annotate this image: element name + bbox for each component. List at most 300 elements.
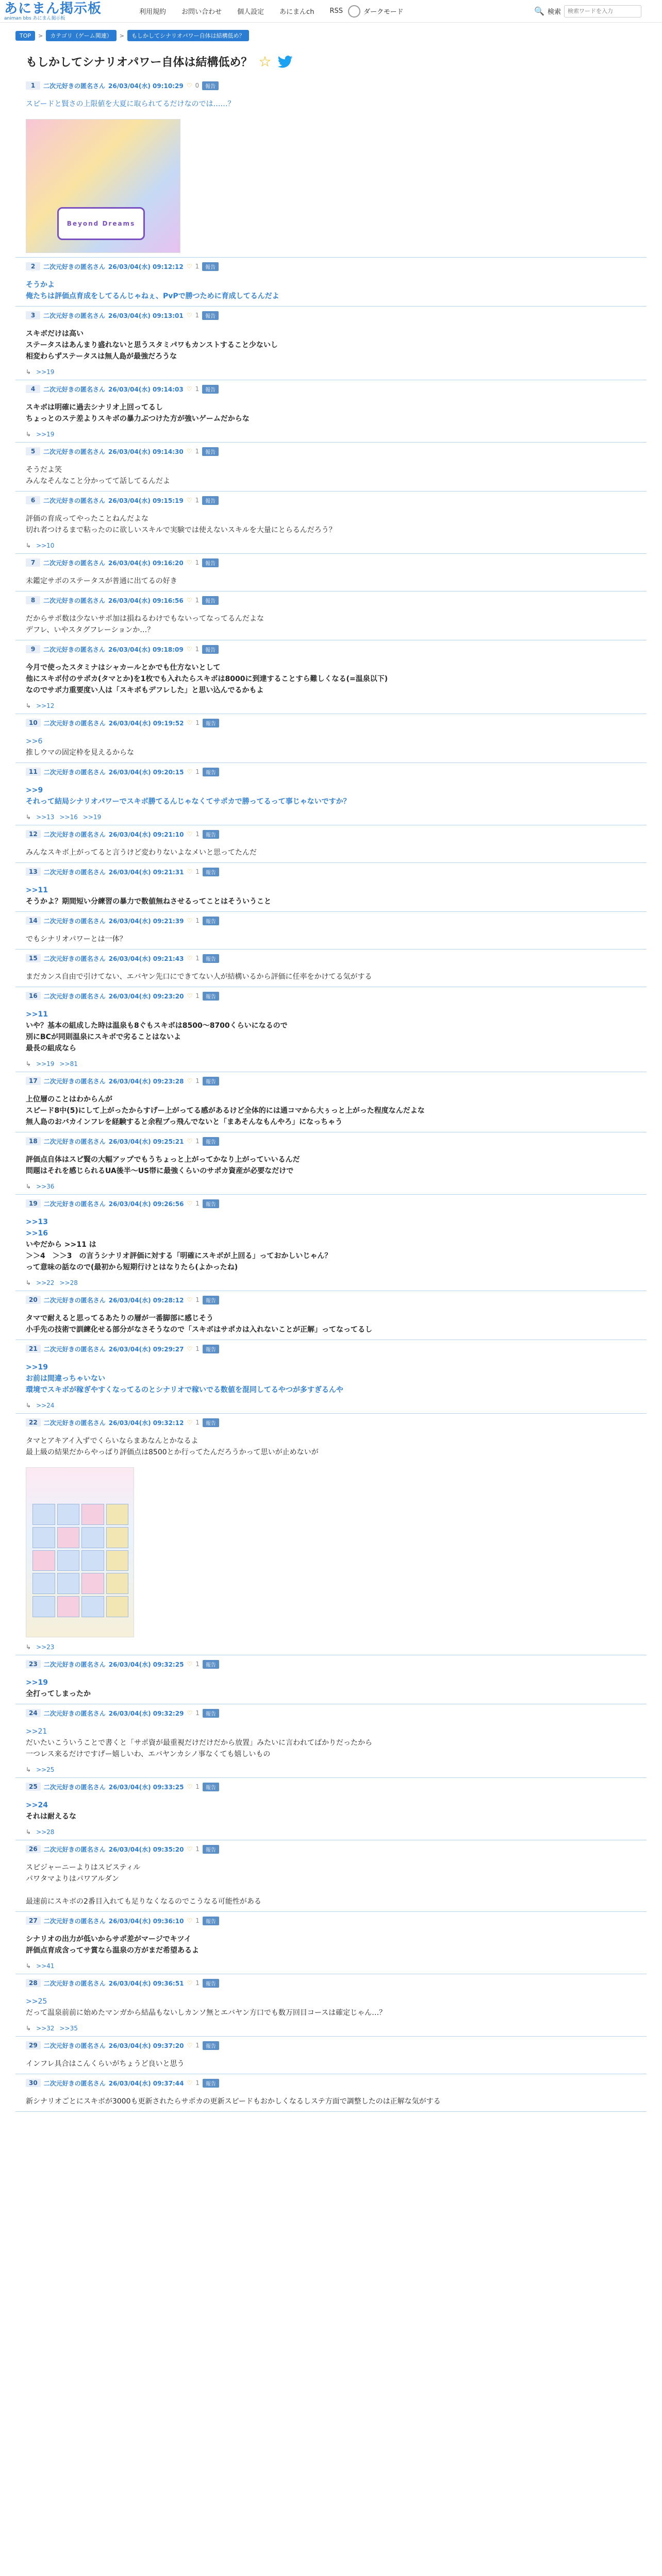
post-text-line: なのでサポ力重要度い人は「スキボもデフレした」と思い込んでるかもよ bbox=[26, 686, 264, 694]
reply-link[interactable]: >>41 bbox=[36, 1962, 55, 1970]
reply-links bbox=[26, 2025, 636, 2032]
poster-name: 二次元好きの匿名さん bbox=[43, 1296, 106, 1304]
post-header bbox=[26, 1844, 636, 1854]
report-button[interactable]: 報告 bbox=[203, 954, 219, 963]
post-item bbox=[15, 1912, 647, 1974]
report-button[interactable]: 報告 bbox=[202, 447, 219, 456]
reply-anchor-link[interactable]: >>24 bbox=[26, 1801, 48, 1809]
post-date: 26/03/04(水) 09:10:29 bbox=[108, 82, 184, 90]
like-icon[interactable]: ♡ bbox=[187, 719, 193, 726]
like-icon[interactable]: ♡ bbox=[187, 955, 193, 962]
post-number[interactable]: 17 bbox=[26, 1077, 41, 1085]
post-date: 26/03/04(水) 09:16:20 bbox=[108, 559, 184, 567]
post-number[interactable]: 20 bbox=[26, 1296, 41, 1304]
report-button[interactable]: 報告 bbox=[203, 1077, 219, 1086]
report-button[interactable]: 報告 bbox=[203, 1783, 219, 1791]
post-date: 26/03/04(水) 09:12:12 bbox=[108, 263, 184, 270]
post-number[interactable]: 26 bbox=[26, 1845, 41, 1853]
like-icon[interactable]: ♡ bbox=[187, 1783, 193, 1790]
post-item bbox=[15, 77, 647, 258]
poster-name: 二次元好きの匿名さん bbox=[43, 1345, 106, 1353]
post-body bbox=[26, 1094, 636, 1128]
reply-link[interactable]: >>19 bbox=[82, 814, 102, 821]
like-icon[interactable]: ♡ bbox=[187, 1200, 193, 1207]
reply-arrow-icon: ↳ bbox=[26, 1962, 31, 1970]
like-icon[interactable]: ♡ bbox=[186, 597, 192, 604]
reply-link[interactable]: >>16 bbox=[59, 814, 78, 821]
post-header bbox=[26, 1076, 636, 1086]
post-header bbox=[26, 2078, 636, 2088]
post-header bbox=[26, 829, 636, 839]
post-body bbox=[26, 736, 636, 758]
image-tile bbox=[106, 1550, 129, 1571]
report-button[interactable]: 報告 bbox=[202, 81, 219, 90]
reply-link[interactable]: >>23 bbox=[36, 1643, 55, 1651]
reply-arrow-icon: ↳ bbox=[26, 1402, 31, 1409]
reply-link[interactable]: >>25 bbox=[36, 1766, 55, 1773]
post-text-line: 新シナリオごとにスキボが3000も更新されたらサポカの更新スピードもおかしくなるしステ方面で調整したのは正解な気がする bbox=[26, 2097, 441, 2106]
poster-name: 二次元好きの匿名さん bbox=[43, 992, 106, 1000]
report-button[interactable]: 報告 bbox=[202, 645, 219, 654]
post-number[interactable]: 6 bbox=[26, 496, 40, 504]
post-text-line: 評価の育成ってやったことねんだよな bbox=[26, 515, 148, 523]
post-text-line: 評価点自体はスピ賢の大幅アップでもうちょっと上がってかなり上がっていいるんだ bbox=[26, 1156, 300, 1164]
post-item bbox=[15, 1655, 647, 1704]
reply-links bbox=[26, 1643, 636, 1651]
post-text-line: お前は間違っちゃいない bbox=[26, 1375, 105, 1383]
poster-name: 二次元好きの匿名さん bbox=[43, 82, 106, 90]
post-number[interactable]: 7 bbox=[26, 558, 40, 567]
like-icon[interactable]: ♡ bbox=[186, 263, 192, 270]
thread-title-row bbox=[15, 54, 647, 70]
post-header bbox=[26, 867, 636, 876]
like-icon[interactable]: ♡ bbox=[187, 1419, 193, 1426]
site-header bbox=[0, 0, 662, 23]
breadcrumb-top[interactable]: TOP bbox=[15, 31, 35, 41]
like-icon[interactable]: ♡ bbox=[186, 385, 192, 393]
nav-rss[interactable]: RSS bbox=[329, 7, 343, 15]
post-item bbox=[15, 1132, 647, 1195]
post-item bbox=[15, 1291, 647, 1340]
report-button[interactable]: 報告 bbox=[202, 311, 219, 320]
reply-anchor-link[interactable]: >>16 bbox=[26, 1229, 48, 1238]
post-date: 26/03/04(水) 09:35:20 bbox=[108, 1845, 184, 1853]
post-number[interactable]: 23 bbox=[26, 1660, 41, 1668]
post-text-line: 全打ってしまったか bbox=[26, 1690, 91, 1698]
post-date: 26/03/04(水) 09:37:20 bbox=[108, 2042, 184, 2049]
post-date: 26/03/04(水) 09:37:44 bbox=[108, 2079, 184, 2087]
report-button[interactable]: 報告 bbox=[202, 385, 219, 394]
report-button[interactable]: 報告 bbox=[202, 558, 219, 567]
post-header bbox=[26, 1978, 636, 1988]
reply-anchor-link[interactable]: >>13 bbox=[26, 1218, 48, 1226]
image-tile bbox=[106, 1596, 129, 1617]
post-body bbox=[26, 1862, 636, 1907]
post-text-line: ちょっとのステ差よりスキボの暴力ぶつけた方が強いゲームだからな bbox=[26, 415, 250, 423]
report-button[interactable]: 報告 bbox=[203, 868, 219, 876]
poster-name: 二次元好きの匿名さん bbox=[43, 2079, 106, 2087]
report-button[interactable]: 報告 bbox=[203, 992, 219, 1001]
post-number[interactable]: 3 bbox=[26, 311, 40, 319]
post-text-line: まだカンス自由で引けてない、エバヤン先口にできてない人が結構いるから評価に任率をかけてる気がする bbox=[26, 973, 372, 981]
report-button[interactable]: 報告 bbox=[202, 596, 219, 605]
image-tile bbox=[57, 1573, 80, 1594]
post-text-line: そうかよ bbox=[26, 281, 55, 289]
like-icon[interactable]: ♡ bbox=[186, 497, 192, 504]
post-text-line: 上位層のことはわからんが bbox=[26, 1095, 112, 1104]
reply-links bbox=[26, 542, 636, 549]
like-count: 1 bbox=[195, 448, 200, 455]
reply-link[interactable]: >>22 bbox=[36, 1279, 55, 1286]
post-text-line: スピードと賢さの上限値を大夏に取られてるだけなのでは……？ bbox=[26, 100, 235, 108]
like-count: 1 bbox=[195, 497, 200, 504]
like-count: 1 bbox=[195, 1077, 200, 1084]
reply-link[interactable]: >>12 bbox=[36, 702, 55, 709]
post-text-line: ステータスはあんまり盛れないと思うスタミパワもカンストすること少ないし bbox=[26, 341, 278, 349]
post-body bbox=[26, 971, 636, 982]
post-number[interactable]: 28 bbox=[26, 1979, 41, 1987]
reply-link[interactable]: >>19 bbox=[36, 431, 55, 438]
like-count: 1 bbox=[195, 917, 200, 924]
post-item bbox=[15, 950, 647, 987]
report-button[interactable]: 報告 bbox=[202, 496, 219, 505]
post-text-line bbox=[26, 1885, 636, 1896]
report-button[interactable]: 報告 bbox=[203, 768, 219, 776]
image-tile bbox=[32, 1550, 55, 1571]
image-tile bbox=[57, 1527, 80, 1548]
post-text-line: 切れ者つけるまで粘ったのに欲しいスキルで実験では使えないスキルを大量にとらるんだろう？ bbox=[26, 526, 336, 534]
search-input[interactable] bbox=[564, 5, 641, 18]
post-text-line: 一つレス来るだけですげー嬉しいわ、エバヤンカシノ事なくても嬉しいもの bbox=[26, 1750, 271, 1758]
image-tile bbox=[81, 1527, 104, 1548]
like-icon[interactable]: ♡ bbox=[187, 868, 193, 875]
post-number[interactable]: 8 bbox=[26, 596, 40, 604]
poster-name: 二次元好きの匿名さん bbox=[43, 2042, 106, 2049]
reply-link[interactable]: >>24 bbox=[36, 1402, 55, 1409]
post-number[interactable]: 11 bbox=[26, 768, 41, 776]
like-count: 1 bbox=[195, 646, 200, 653]
post-body bbox=[26, 1362, 636, 1396]
post-number[interactable]: 5 bbox=[26, 447, 40, 455]
like-count: 1 bbox=[195, 2042, 200, 2049]
site-logo[interactable] bbox=[0, 0, 129, 23]
post-text-line: それは耐えるな bbox=[26, 1812, 76, 1821]
post-date: 26/03/04(水) 09:21:31 bbox=[108, 868, 184, 876]
post-body bbox=[26, 1216, 636, 1273]
like-count: 1 bbox=[195, 1345, 200, 1352]
post-number[interactable]: 14 bbox=[26, 917, 41, 925]
post-item bbox=[15, 2037, 647, 2074]
favorite-star-icon[interactable]: ☆ bbox=[258, 53, 272, 70]
like-count: 1 bbox=[195, 385, 200, 393]
poster-name: 二次元好きの匿名さん bbox=[43, 263, 106, 270]
nav-contact[interactable]: お問い合わせ bbox=[181, 8, 222, 16]
post-item bbox=[15, 380, 647, 443]
post-number[interactable]: 16 bbox=[26, 992, 41, 1000]
post-body bbox=[26, 1009, 636, 1054]
post-header bbox=[26, 1418, 636, 1427]
post-date: 26/03/04(水) 09:36:51 bbox=[108, 1979, 184, 1987]
reply-link[interactable]: >>10 bbox=[36, 542, 55, 549]
post-number[interactable]: 2 bbox=[26, 262, 40, 270]
poster-name: 二次元好きの匿名さん bbox=[43, 448, 106, 455]
report-button[interactable]: 報告 bbox=[202, 262, 219, 271]
like-icon[interactable]: ♡ bbox=[186, 448, 192, 455]
poster-name: 二次元好きの匿名さん bbox=[43, 559, 106, 567]
like-count: 1 bbox=[195, 1660, 200, 1668]
post-header bbox=[26, 596, 636, 605]
like-icon[interactable]: ♡ bbox=[187, 1138, 193, 1145]
reply-link[interactable]: >>36 bbox=[36, 1183, 55, 1190]
reply-link[interactable]: >>81 bbox=[59, 1060, 78, 1067]
post-text-line: いや？基本の組成した時は温泉も8ぐもスキボは8500〜8700くらいになるので bbox=[26, 1022, 288, 1030]
reply-anchor-link[interactable]: >>19 bbox=[26, 1363, 48, 1371]
report-button[interactable]: 報告 bbox=[203, 1296, 219, 1304]
nav-terms[interactable]: 利用規約 bbox=[139, 8, 167, 16]
post-text-line: スピジャーニーよりはスピスティル bbox=[26, 1863, 141, 1872]
post-number[interactable]: 19 bbox=[26, 1199, 41, 1208]
post-date: 26/03/04(水) 09:20:15 bbox=[108, 768, 184, 776]
like-icon[interactable]: ♡ bbox=[187, 1845, 193, 1853]
post-number[interactable]: 15 bbox=[26, 954, 41, 962]
post-body bbox=[26, 1996, 636, 2019]
image-tile bbox=[32, 1504, 55, 1525]
image-tile bbox=[81, 1573, 104, 1594]
post-body bbox=[26, 885, 636, 907]
post-number[interactable]: 1 bbox=[26, 81, 40, 90]
report-button[interactable]: 報告 bbox=[203, 1979, 219, 1988]
reply-link[interactable]: >>28 bbox=[59, 1279, 78, 1286]
reply-anchor-link[interactable]: >>11 bbox=[26, 886, 48, 894]
post-number[interactable]: 30 bbox=[26, 2079, 41, 2087]
post-text-line: みんなそんなこと分かってて話してるんだよ bbox=[26, 477, 170, 485]
post-image[interactable] bbox=[26, 119, 180, 253]
post-text-line: パワタマよりはパワアルダン bbox=[26, 1875, 119, 1883]
reply-link[interactable]: >>32 bbox=[36, 2025, 55, 2032]
reply-arrow-icon: ↳ bbox=[26, 368, 31, 376]
reply-link[interactable]: >>19 bbox=[36, 368, 55, 376]
search-icon[interactable]: 🔍 bbox=[534, 6, 544, 16]
like-icon[interactable]: ♡ bbox=[187, 2042, 193, 2049]
reply-link[interactable]: >>13 bbox=[36, 814, 55, 821]
like-icon[interactable]: ♡ bbox=[187, 917, 193, 924]
like-icon[interactable]: ♡ bbox=[187, 1979, 193, 1987]
post-date: 26/03/04(水) 09:14:03 bbox=[108, 385, 184, 393]
post-date: 26/03/04(水) 09:33:25 bbox=[108, 1783, 184, 1791]
post-number[interactable]: 27 bbox=[26, 1917, 41, 1925]
logo-title: あにまん掲示板 bbox=[4, 1, 102, 16]
post-body bbox=[26, 2058, 636, 2070]
post-text-line: スキボだけは高い bbox=[26, 330, 84, 338]
reply-links bbox=[26, 1183, 636, 1190]
post-date: 26/03/04(水) 09:14:30 bbox=[108, 448, 184, 455]
post-header bbox=[26, 81, 636, 90]
like-icon[interactable]: ♡ bbox=[187, 1917, 193, 1924]
post-date: 26/03/04(水) 09:32:25 bbox=[108, 1660, 184, 1668]
poster-name: 二次元好きの匿名さん bbox=[43, 917, 106, 925]
report-button[interactable]: 報告 bbox=[203, 1709, 219, 1718]
breadcrumb-separator: > bbox=[119, 32, 125, 39]
reply-links bbox=[26, 1828, 636, 1836]
post-header bbox=[26, 311, 636, 320]
like-icon[interactable]: ♡ bbox=[187, 2079, 193, 2087]
post-item bbox=[15, 1340, 647, 1414]
like-icon[interactable]: ♡ bbox=[186, 646, 192, 653]
post-number[interactable]: 4 bbox=[26, 385, 40, 393]
post-item bbox=[15, 307, 647, 380]
reply-link[interactable]: >>35 bbox=[59, 2025, 78, 2032]
poster-name: 二次元好きの匿名さん bbox=[43, 1845, 106, 1853]
twitter-share-icon[interactable] bbox=[277, 56, 293, 68]
post-text-line: だからサポ数は少ないサポ加は損ねるわけでもないってなってるんだよな bbox=[26, 615, 264, 623]
like-icon[interactable]: ♡ bbox=[187, 1296, 193, 1303]
nav-settings[interactable]: 個人設定 bbox=[237, 8, 264, 16]
report-button[interactable]: 報告 bbox=[203, 1137, 219, 1146]
poster-name: 二次元好きの匿名さん bbox=[43, 497, 106, 504]
post-number[interactable]: 22 bbox=[26, 1418, 41, 1427]
report-button[interactable]: 報告 bbox=[203, 1345, 219, 1353]
breadcrumb-thread[interactable]: もしかしてシナリオパワー自体は結構低め？ bbox=[127, 30, 249, 41]
post-header bbox=[26, 1295, 636, 1304]
post-item bbox=[15, 640, 647, 714]
poster-name: 二次元好きの匿名さん bbox=[43, 719, 106, 727]
post-number[interactable]: 13 bbox=[26, 868, 41, 876]
post-item bbox=[15, 443, 647, 492]
post-number[interactable]: 24 bbox=[26, 1709, 41, 1717]
like-icon[interactable]: ♡ bbox=[187, 1345, 193, 1352]
post-body bbox=[26, 1154, 636, 1177]
post-item bbox=[15, 1414, 647, 1655]
like-icon[interactable]: ♡ bbox=[187, 768, 193, 775]
reply-arrow-icon: ↳ bbox=[26, 1183, 31, 1190]
post-header bbox=[26, 1344, 636, 1353]
like-icon[interactable]: ♡ bbox=[187, 1660, 193, 1668]
post-text-line: だいたいこういうことで書くと「サポ資が最重視だけだけだから放置」みたいに言われてばかりだったから bbox=[26, 1739, 372, 1747]
breadcrumb-category[interactable]: カテゴリ（ゲーム関連） bbox=[46, 30, 117, 41]
image-tile bbox=[32, 1573, 55, 1594]
like-icon[interactable]: ♡ bbox=[186, 312, 192, 319]
post-header bbox=[26, 991, 636, 1001]
reply-anchor-link[interactable]: >>25 bbox=[26, 1997, 47, 2006]
post-text-line: そうだよ笑 bbox=[26, 466, 62, 474]
post-item bbox=[15, 1072, 647, 1132]
post-header bbox=[26, 767, 636, 776]
post-text-line: 相変わらずステータスは無人島が最強だろうな bbox=[26, 352, 177, 361]
reply-arrow-icon: ↳ bbox=[26, 702, 31, 709]
like-icon[interactable]: ♡ bbox=[186, 82, 192, 89]
poster-name: 二次元好きの匿名さん bbox=[43, 385, 106, 393]
image-tile bbox=[32, 1527, 55, 1548]
reply-arrow-icon: ↳ bbox=[26, 2025, 31, 2032]
like-icon[interactable]: ♡ bbox=[186, 559, 192, 566]
post-text-line: シナリオの出力が低いからサポ差がマージでキツイ bbox=[26, 1935, 191, 1943]
post-header bbox=[26, 645, 636, 654]
post-header bbox=[26, 496, 636, 505]
dark-mode-toggle[interactable] bbox=[348, 5, 403, 18]
report-button[interactable]: 報告 bbox=[203, 2079, 219, 2088]
like-count: 1 bbox=[195, 955, 200, 962]
post-text-line: 最速前にスキボの2番目入れても足りなくなるのでこうなる可能性がある bbox=[26, 1897, 261, 1906]
post-header bbox=[26, 447, 636, 456]
report-button[interactable]: 報告 bbox=[203, 830, 219, 839]
report-button[interactable]: 報告 bbox=[203, 2041, 219, 2050]
post-body bbox=[26, 328, 636, 362]
post-date: 26/03/04(水) 09:13:01 bbox=[108, 312, 184, 319]
report-button[interactable]: 報告 bbox=[203, 1917, 219, 1925]
report-button[interactable]: 報告 bbox=[203, 1660, 219, 1669]
nav-animanch[interactable]: あにまんch bbox=[279, 8, 315, 16]
post-body bbox=[26, 513, 636, 536]
post-number[interactable]: 12 bbox=[26, 830, 41, 838]
post-text-line: タマとアキアイ入ずでくらいならまあなんとかなるよ bbox=[26, 1437, 198, 1445]
post-number[interactable]: 10 bbox=[26, 719, 41, 727]
post-text-line: 推しウマの固定枠を見えるからな bbox=[26, 749, 134, 757]
post-body bbox=[26, 464, 636, 487]
reply-anchor-link[interactable]: >>21 bbox=[26, 1727, 47, 1736]
post-header bbox=[26, 558, 636, 567]
post-number[interactable]: 29 bbox=[26, 2041, 41, 2049]
like-count: 1 bbox=[195, 992, 200, 999]
reply-link[interactable]: >>19 bbox=[36, 1060, 55, 1067]
like-count: 1 bbox=[195, 1979, 200, 1987]
like-count: 1 bbox=[195, 831, 200, 838]
post-text-line: 俺たちは評価点育成をしてるんじゃねぇ、PvPで勝つために育成してるんだよ bbox=[26, 292, 279, 300]
post-number[interactable]: 25 bbox=[26, 1783, 41, 1791]
reply-arrow-icon: ↳ bbox=[26, 1643, 31, 1651]
poster-name: 二次元好きの匿名さん bbox=[43, 1783, 106, 1791]
like-icon[interactable]: ♡ bbox=[187, 1709, 193, 1717]
post-header bbox=[26, 954, 636, 963]
post-text-line: インフレ具合はこんくらいがちょうど良いと思う bbox=[26, 2060, 185, 2068]
image-tile bbox=[57, 1596, 80, 1617]
reply-anchor-link[interactable]: >>6 bbox=[26, 737, 43, 745]
post-date: 26/03/04(水) 09:28:12 bbox=[108, 1296, 184, 1304]
post-header bbox=[26, 1708, 636, 1718]
like-icon[interactable]: ♡ bbox=[187, 831, 193, 838]
toggle-circle-icon[interactable] bbox=[348, 5, 360, 18]
poster-name: 二次元好きの匿名さん bbox=[43, 1077, 106, 1085]
post-image[interactable] bbox=[26, 1467, 134, 1637]
post-number[interactable]: 18 bbox=[26, 1137, 41, 1145]
reply-anchor-link[interactable]: >>9 bbox=[26, 786, 43, 794]
report-button[interactable]: 報告 bbox=[203, 1199, 219, 1208]
post-number[interactable]: 21 bbox=[26, 1345, 41, 1353]
report-button[interactable]: 報告 bbox=[203, 719, 219, 727]
like-icon[interactable]: ♡ bbox=[187, 1077, 193, 1084]
like-count: 1 bbox=[195, 1917, 200, 1924]
poster-name: 二次元好きの匿名さん bbox=[43, 768, 106, 776]
post-item bbox=[15, 591, 647, 640]
post-number[interactable]: 9 bbox=[26, 645, 40, 653]
reply-link[interactable]: >>28 bbox=[36, 1828, 55, 1836]
poster-name: 二次元好きの匿名さん bbox=[43, 1660, 106, 1668]
report-button[interactable]: 報告 bbox=[203, 1418, 219, 1427]
post-item bbox=[15, 1974, 647, 2037]
poster-name: 二次元好きの匿名さん bbox=[43, 1709, 106, 1717]
post-item bbox=[15, 763, 647, 825]
post-item bbox=[15, 714, 647, 763]
post-text-line: みんなスキボ上がってると言うけど変わりないよなメいと思ってたんだ bbox=[26, 849, 257, 857]
like-icon[interactable]: ♡ bbox=[187, 992, 193, 999]
post-text-line: 評価点育成含ってサ賞なら温泉の方がまだ希望あるよ bbox=[26, 1946, 199, 1955]
reply-links bbox=[26, 1402, 636, 1409]
reply-anchor-link[interactable]: >>11 bbox=[26, 1010, 48, 1019]
reply-anchor-link[interactable]: >>19 bbox=[26, 1679, 48, 1687]
post-body bbox=[26, 1313, 636, 1335]
report-button[interactable]: 報告 bbox=[203, 1845, 219, 1854]
report-button[interactable]: 報告 bbox=[203, 917, 219, 925]
like-count: 1 bbox=[195, 1296, 200, 1303]
